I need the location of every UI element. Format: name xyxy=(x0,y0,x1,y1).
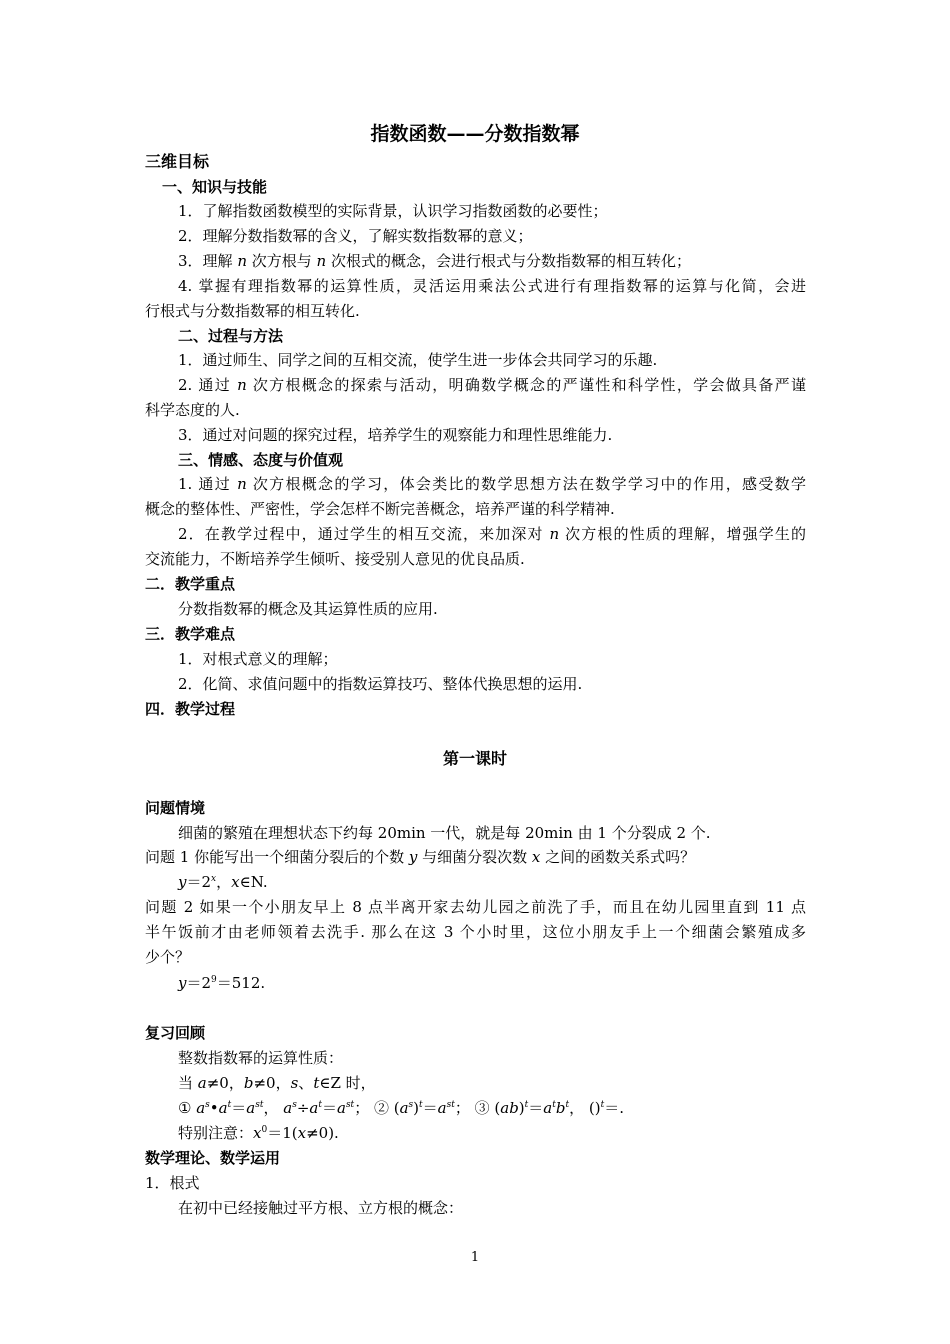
review-formulas: ① $a^s•a^t=a^{st}$， $a^s\div a^t=a^{st}$； ② $(a^s)^t=a^{st}$； ③ $(ab)^t=a^tb^t$， ()$^t$＝. xyxy=(178,1099,624,1117)
goal-item-continued: 行根式与分数指数幂的相互转化. xyxy=(145,302,360,320)
theory-text: 在初中已经接触过平方根、立方根的概念： xyxy=(178,1199,464,1217)
review-text: 整数指数幂的运算性质： xyxy=(178,1049,344,1067)
goal-item: 2．在教学过程中，通过学生的相互交流，来加深对 n 次方根的性质的理解，增强学生的 xyxy=(178,525,806,543)
goal-item-continued: 概念的整体性、严密性，学会怎样不断完善概念，培养严谨的科学精神. xyxy=(145,500,615,518)
subheading-process: 二、过程与方法 xyxy=(178,327,284,345)
subheading-attitude: 三、情感、态度与价值观 xyxy=(178,451,344,469)
difficulty-item: 2．化简、求值问题中的指数运算技巧、整体代换思想的运用. xyxy=(178,675,583,693)
goal-item: 3．通过对问题的探究过程，培养学生的观察能力和理性思维能力. xyxy=(178,426,613,444)
document-title: 指数函数——分数指数幂 xyxy=(370,123,580,145)
theory-item: 1．根式 xyxy=(145,1174,200,1192)
section-heading-process: 四．教学过程 xyxy=(145,700,236,718)
goal-item: 2. 通过 n 次方根概念的探索与活动，明确数学概念的严谨性和科学性，学会做具备严谨 xyxy=(178,376,806,394)
review-condition: 当 a≠0，b≠0，s、t∈Z 时， xyxy=(178,1074,376,1092)
section-heading-review: 复习回顾 xyxy=(145,1024,206,1042)
section-heading-theory: 数学理论、数学运用 xyxy=(145,1149,281,1167)
section-heading-goals: 三维目标 xyxy=(145,152,210,171)
key-point-text: 分数指数幂的概念及其运算性质的应用. xyxy=(178,600,438,618)
goal-item-continued: 科学态度的人. xyxy=(145,401,240,419)
goal-item: 1．通过师生、同学之间的互相交流，使学生进一步体会共同学习的乐趣. xyxy=(178,351,658,369)
lesson-heading: 第一课时 xyxy=(442,749,507,768)
question-2-continued: 半午饭前才由老师领着去洗手. 那么在这 3 个小时里，这位小朋友手上一个细菌会繁殖成多 xyxy=(145,923,806,941)
goal-item-continued: 交流能力，不断培养学生倾听、接受别人意见的优良品质. xyxy=(145,550,525,568)
page-number: 1 xyxy=(470,1250,480,1265)
section-heading-key: 二．教学重点 xyxy=(145,575,236,593)
review-note: 特别注意：$x^0=1(x\ne 0)$. xyxy=(178,1124,339,1142)
goal-item: 1. 通过 n 次方根概念的学习，体会类比的数学思想方法在数学学习中的作用，感受数学 xyxy=(178,475,806,493)
subheading-knowledge: 一、知识与技能 xyxy=(162,178,268,196)
answer-1: $y=2^x$，x∈N. xyxy=(178,873,268,891)
goal-item: 2．理解分数指数幂的含义，了解实数指数幂的意义； xyxy=(178,227,533,245)
goal-item: 4. 掌握有理指数幂的运算性质，灵活运用乘法公式进行有理指数幂的运算与化简，会进 xyxy=(178,277,806,295)
section-heading-difficulty: 三．教学难点 xyxy=(145,625,236,643)
question-2-continued: 少个？ xyxy=(145,948,191,966)
difficulty-item: 1．对根式意义的理解； xyxy=(178,650,338,668)
question-2: 问题 2 如果一个小朋友早上 8 点半离开家去幼儿园之前洗了手，而且在幼儿园里直到 11 点 xyxy=(145,898,806,916)
goal-item: 3．理解 n 次方根与 n 次根式的概念，会进行根式与分数指数幂的相互转化； xyxy=(178,252,691,270)
answer-2: $y=2^9=512$. xyxy=(178,974,266,992)
question-1: 问题 1 你能写出一个细菌分裂后的个数 y 与细菌分裂次数 x 之间的函数关系式吗？ xyxy=(145,848,696,866)
goal-item: 1．了解指数函数模型的实际背景，认识学习指数函数的必要性； xyxy=(178,202,608,220)
situation-text: 细菌的繁殖在理想状态下约每 20min 一代，就是每 20min 由 1 个分裂成 2 个. xyxy=(178,824,711,842)
section-heading-situation: 问题情境 xyxy=(145,799,206,817)
